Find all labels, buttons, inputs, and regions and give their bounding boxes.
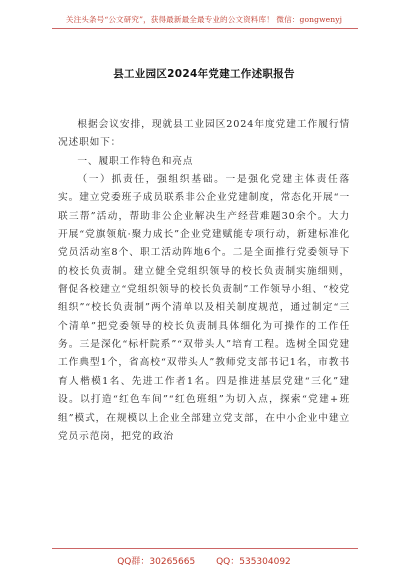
document-body [58, 116, 350, 446]
section-heading: 一、履职工作特色和亮点 [77, 155, 194, 167]
qq-group-number: QQ群：30265665 [117, 557, 196, 567]
header-divider [52, 28, 358, 29]
paragraph-intro: 根据会议安排，现就县工业园区2024年度党建工作履行情况述职如下： [58, 119, 350, 149]
qq-number: QQ：535304092 [216, 557, 291, 567]
footer-divider [52, 548, 358, 549]
header-banner: 关注头条号“公文研究”，获得最新最全最专业的公文资料库！ 微信：gongwenyj [65, 15, 343, 24]
paragraph-content: （一）抓责任，强组织基础。一是强化党建主体责任落实。建立党委班子成员联系非公企业党建制度，常态化开展“一联三帮”活动，帮助非公企业解决生产经营难题30余个。大力开展“党旗领航·聚力成长”企业党建赋能专项行动，新建标准化党员活动室8个、职工活动阵地6个。二是全面推行党委领导下的校长负责制。建立健全党组织领导的校长负责制实施细则，督促各校建立“党组织领导的校长负责制”工作领导小组、“校党组织”“校长负责制”两个清单以及相关制度规范，通过制定“三个清单”把党委领导的校长负责制具体细化为可操作的工作任务。三是深化“标杆院系”“双带头人”培育工程。选树全国党建工作典型1个，省高校“双带头人”教师党支部书记1名，市教书育人楷模1名、先进工作者1名。四是推进基层党建“三化”建设。以打造“红色车间”“红色班组”为切入点，探索“党建+班组”模式，在规模以上企业全部建立党支部，在中小企业中建立党员示范岗，把党的政治 [58, 174, 350, 442]
footer-contact [0, 554, 408, 567]
document-title: 县工业园区2024年党建工作述职报告 [113, 68, 295, 80]
